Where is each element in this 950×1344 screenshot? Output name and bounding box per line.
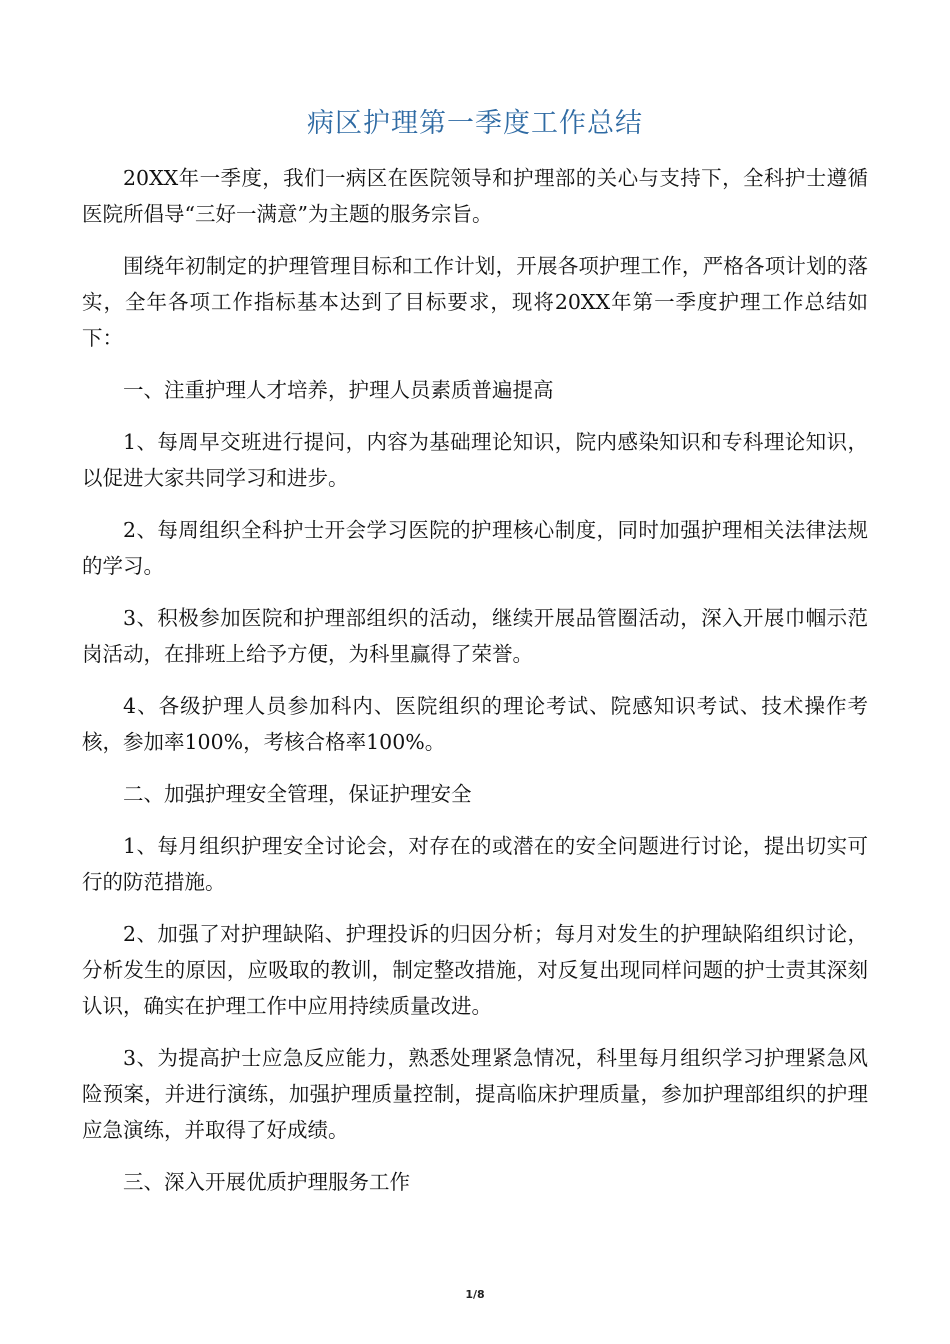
document-title: 病区护理第一季度工作总结 [307,108,643,139]
list-item: 1、每月组织护理安全讨论会，对存在的或潜在的安全问题进行讨论，提出切实可行的防范措施。 [82,834,868,894]
list-item: 2、每周组织全科护士开会学习医院的护理核心制度，同时加强护理相关法律法规的学习。 [82,518,868,578]
page-number: 1/8 [465,1288,485,1301]
section-heading-1: 一、注重护理人才培养，护理人员素质普遍提高 [123,378,554,402]
document-body [82,160,868,1216]
list-item: 3、积极参加医院和护理部组织的活动，继续开展品管圈活动，深入开展巾帼示范岗活动，在排班上给予方便，为科里赢得了荣誉。 [82,606,868,666]
list-item: 4、各级护理人员参加科内、医院组织的理论考试、院感知识考试、技术操作考核，参加率100%，考核合格率100%。 [82,694,868,754]
section-heading-2: 二、加强护理安全管理，保证护理安全 [123,782,472,806]
paragraph-intro: 20XX年一季度，我们一病区在医院领导和护理部的关心与支持下，全科护士遵循医院所倡导“三好一满意”为主题的服务宗旨。 [82,166,868,226]
list-item: 2、加强了对护理缺陷、护理投诉的归因分析；每月对发生的护理缺陷组织讨论，分析发生的原因，应吸取的教训，制定整改措施，对反复出现同样问题的护士责其深刻认识，确实在护理工作中应用持续质量改进。 [82,922,868,1018]
section-heading-3: 三、深入开展优质护理服务工作 [123,1170,410,1194]
list-item: 1、每周早交班进行提问，内容为基础理论知识，院内感染知识和专科理论知识，以促进大家共同学习和进步。 [82,430,868,490]
paragraph-summary-intro: 围绕年初制定的护理管理目标和工作计划，开展各项护理工作，严格各项计划的落实，全年各项工作指标基本达到了目标要求，现将20XX年第一季度护理工作总结如下： [82,254,868,350]
list-item: 3、为提高护士应急反应能力，熟悉处理紧急情况，科里每月组织学习护理紧急风险预案，并进行演练，加强护理质量控制，提高临床护理质量，参加护理部组织的护理应急演练，并取得了好成绩。 [82,1046,868,1142]
